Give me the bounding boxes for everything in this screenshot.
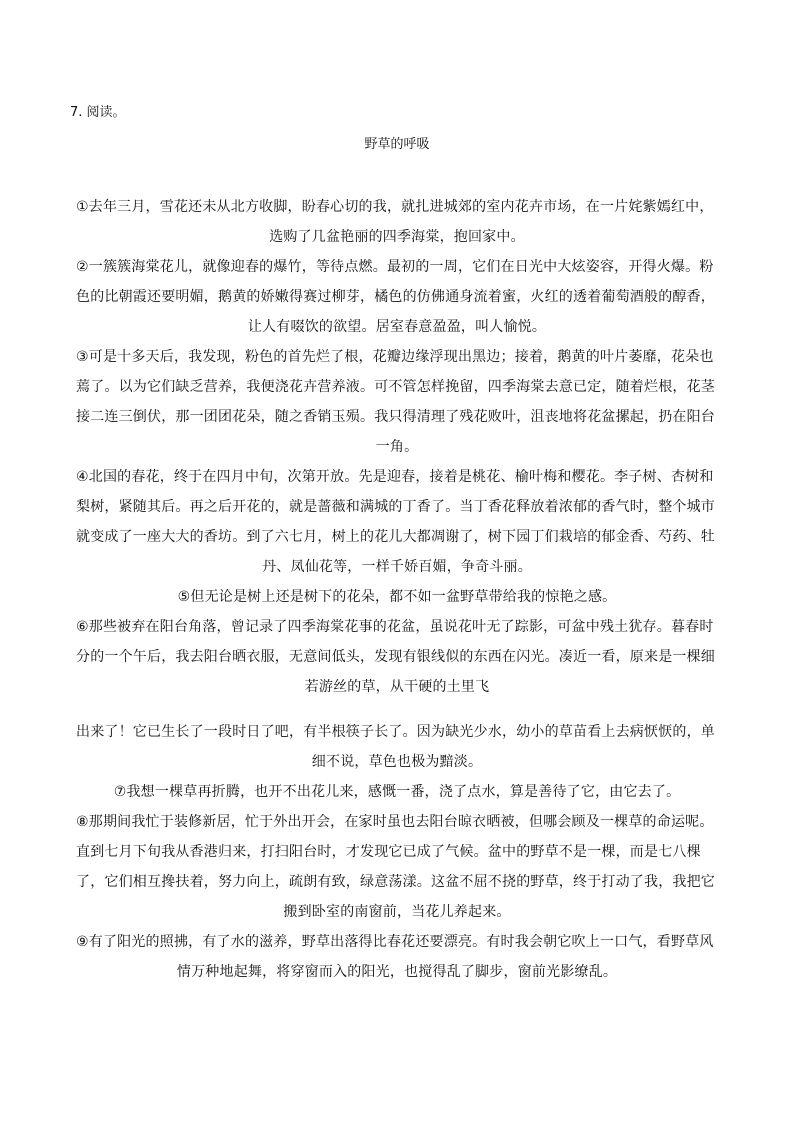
paragraph-5: ⑤但无论是树上还是树下的花朵，都不如一盆野草带给我的惊艳之感。 — [177, 589, 617, 605]
article-title: 野草的呼吸 — [364, 137, 430, 152]
question-number: 7. 阅读。 — [70, 105, 126, 120]
paragraph-3: ③可是十多天后，我发现，粉色的首先烂了根，花瓣边缘浮现出黑边；接着，鹅黄的叶片萎靡，花朵也蔫了。以为它们缺乏营养，我便浇花卉营养液。可不管怎样挽留，四季海棠去意已定，随着烂根，花茎接二连三倒伏，那一团团花朵，随之香销玉殒。我只得清理了残花败叶，沮丧地将花盆摞起，扔在阳台一角。 — [76, 349, 715, 455]
paragraph-1: ①去年三月，雪花还未从北方收脚，盼春心切的我，就扎进城郊的室内花卉市场，在一片姹紫嫣红中，选购了几盆艳丽的四季海棠，抱回家中。 — [76, 199, 714, 245]
paragraph-6-continued: 出来了！它已生长了一段时日了吧，有半根筷子长了。因为缺光少水，幼小的草苗看上去病恹恹的，单细不说，草色也极为黯淡。 — [76, 724, 715, 770]
paragraph-7: ⑦我想一棵草再折腾，也开不出花儿来，感慨一番，浇了点水，算是善待了它，由它去了。 — [113, 784, 681, 800]
paragraph-9: ⑨有了阳光的照拂，有了水的滋养，野草出落得比春花还要漂亮。有时我会朝它吹上一口气，看野草风情万种地起舞，将穿窗而入的阳光，也搅得乱了脚步，窗前光影缭乱。 — [76, 934, 714, 980]
article-body-part-1 — [76, 192, 718, 702]
article-body-part-2 — [76, 717, 718, 987]
paragraph-4: ④北国的春花，终于在四月中旬，次第开放。先是迎春，接着是桃花、榆叶梅和樱花。李子树、杏树和梨树，紧随其后。再之后开花的，就是蔷薇和满城的丁香了。当丁香花释放着浓郁的香气时，整个城市就变成了一座大大的香坊。到了六七月，树上的花儿大都凋谢了，树下园丁们栽培的郁金香、芍药、牡丹、凤仙花等，一样千娇百媚，争奇斗丽。 — [76, 469, 715, 575]
paragraph-6: ⑥那些被弃在阳台角落，曾记录了四季海棠花事的花盆，虽说花叶无了踪影，可盆中残土犹存。暮春时分的一个午后，我去阳台晒衣服，无意间低头，发现有银线似的东西在闪光。凑近一看，原来是一棵细若游丝的草，从干硬的土里飞 — [76, 619, 715, 695]
paragraph-8: ⑧那期间我忙于装修新居，忙于外出开会，在家时虽也去阳台晾衣晒被，但哪会顾及一棵草的命运呢。直到七月下旬我从香港归来，打扫阳台时，才发现它已成了气候。盆中的野草不是一棵，而是七八棵了，它们相互搀扶着，努力向上，疏朗有致，绿意荡漾。这盆不屈不挠的野草，终于打动了我，我把它搬到卧室的南窗前，当花儿养起来。 — [76, 814, 715, 920]
paragraph-2: ②一簇簇海棠花儿，就像迎春的爆竹，等待点燃。最初的一周，它们在日光中大炫姿容，开得火爆。粉色的比朝霞还要明媚，鹅黄的娇嫩得赛过柳芽，橘色的仿佛通身流着蜜，火红的透着葡萄酒般的醇香，让人有啜饮的欲望。居室春意盈盈，叫人愉悦。 — [76, 259, 715, 335]
